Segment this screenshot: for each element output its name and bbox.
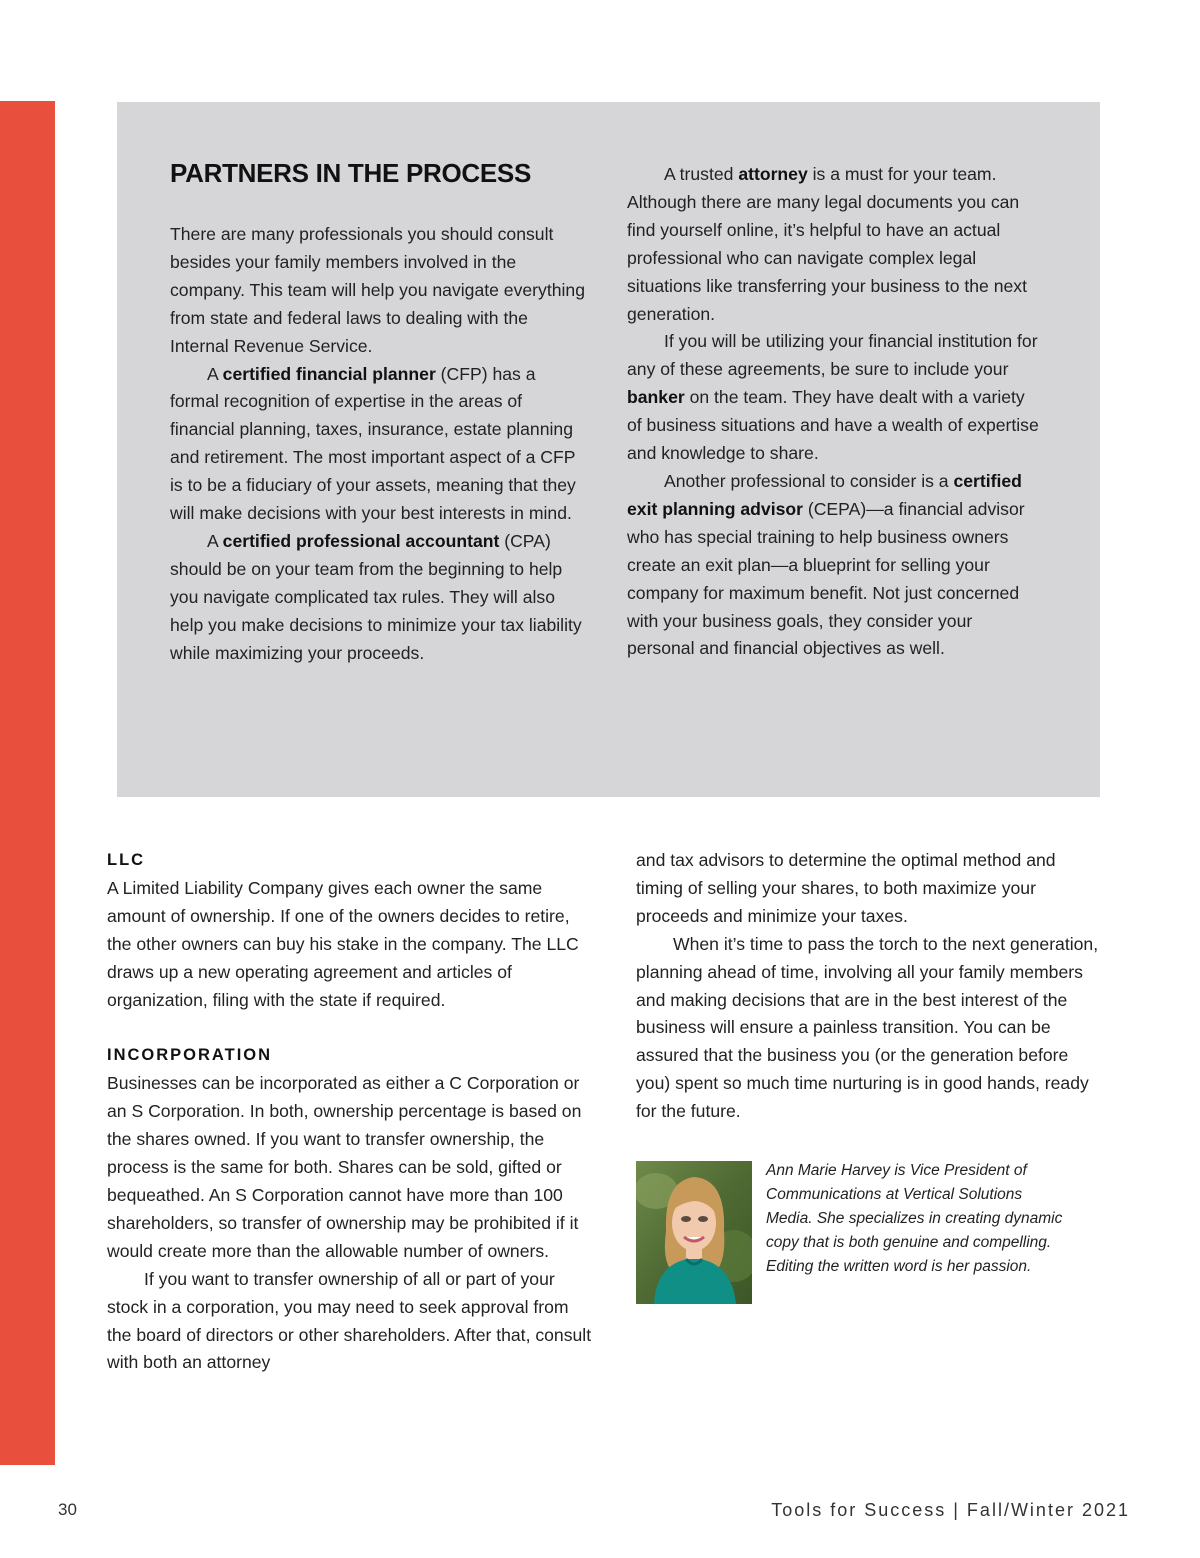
paragraph-conclusion: When it’s time to pass the torch to the next generation, planning ahead of time, involving all your family members and making decisions that are in the best interest of the business will ensure a painless transition. You can be assured that the business you (or the generation before you) spent so much time nurturing is in good hands, ready for the future. bbox=[636, 933, 1099, 1122]
sidebar-paragraph-cfp: A certified financial planner (CFP) has a formal recognition of expertise in the areas of financial planning, taxes, insurance, estate planning and retirement. The most important aspect of a CFP is to be a fiduciary of your assets, meaning that they will make decisions with your best interests in mind. bbox=[170, 363, 576, 524]
heading-llc: LLC bbox=[107, 851, 146, 869]
sidebar-paragraph-cpa: A certified professional accountant (CPA) should be on your team from the beginning to help you navigate complicated tax rules. They will also help you make decisions to minimize your tax liability while maximizing your proceeds. bbox=[170, 530, 582, 663]
paragraph-stock-transfer: If you want to transfer ownership of all or part of your stock in a corporation, you may need to seek approval from the board of directors or other shareholders. After that, consult with both an attorney bbox=[107, 1268, 592, 1373]
term-cepa: certified exit planning advisor bbox=[627, 470, 1022, 519]
paragraph-llc: A Limited Liability Company gives each owner the same amount of ownership. If one of the owners decides to retire, the other owners can buy his stake in the company. The LLC draws up a new operating agreement and articles of organization, filing with the state if required. bbox=[107, 877, 579, 1010]
accent-bar bbox=[0, 101, 55, 1465]
paragraph-incorporation: Businesses can be incorporated as either a C Corporation or an S Corporation. In both, ownership percentage is based on the shares owned. If you want to transfer ownership, the process is the same for both. Shares can be sold, gifted or bequeathed. An S Corporation cannot have more than 100 shareholders, so transfer of ownership may be prohibited if it would create more than the allowable number of owners. bbox=[107, 1073, 582, 1261]
sidebar-paragraph: There are many professionals you should consult besides your family members involved in the company. This team will help you navigate everything from state and federal laws to dealing with the Internal Revenue Service. bbox=[170, 224, 585, 356]
heading-incorporation: INCORPORATION bbox=[107, 1046, 273, 1065]
sidebar-column-right bbox=[627, 161, 1042, 663]
author-bio bbox=[636, 1161, 1106, 1306]
author-photo bbox=[636, 1161, 752, 1304]
page-number: 30 bbox=[58, 1500, 77, 1519]
article-column-left bbox=[107, 847, 597, 1377]
sidebar-column-left bbox=[170, 156, 585, 668]
sidebar-paragraph-cepa: Another professional to consider is a certified exit planning advisor (CEPA)—a financial advisor who has special training to help business owners create an exit plan—a blueprint for selling your company for maximum benefit. Not just concerned with your business goals, they consider your personal and financial objectives as well. bbox=[627, 470, 1025, 659]
publication-footer: Tools for Success | Fall/Winter 2021 bbox=[771, 1500, 1130, 1520]
article-column-right bbox=[636, 847, 1106, 1126]
sidebar-paragraph-banker: If you will be utilizing your financial institution for any of these agreements, be sure to include your banker on the team. They have dealt with a variety of business situations and have a wealth of expertise and knowledge to share. bbox=[627, 331, 1039, 464]
author-bio-text: Ann Marie Harvey is Vice President of Communications at Vertical Solutions Media. She specializes in creating dynamic copy that is both genuine and compelling. Editing the written word is her passion. bbox=[766, 1162, 1063, 1275]
term-banker: banker bbox=[627, 387, 685, 408]
term-cfp: certified financial planner bbox=[222, 363, 436, 384]
term-cpa: certified professional accountant bbox=[222, 530, 500, 551]
sidebar-partners bbox=[117, 102, 1100, 797]
term-attorney: attorney bbox=[738, 164, 808, 184]
sidebar-paragraph-attorney: A trusted attorney is a must for your team. Although there are many legal documents you can find yourself online, it’s helpful to have an actual professional who can navigate complex legal situations like transferring your business to the next generation. bbox=[627, 164, 1027, 324]
paragraph-tax-advisors: and tax advisors to determine the optimal method and timing of selling your shares, to both maximize your proceeds and minimize your taxes. bbox=[636, 850, 1056, 926]
sidebar-title: PARTNERS IN THE PROCESS bbox=[170, 158, 531, 188]
